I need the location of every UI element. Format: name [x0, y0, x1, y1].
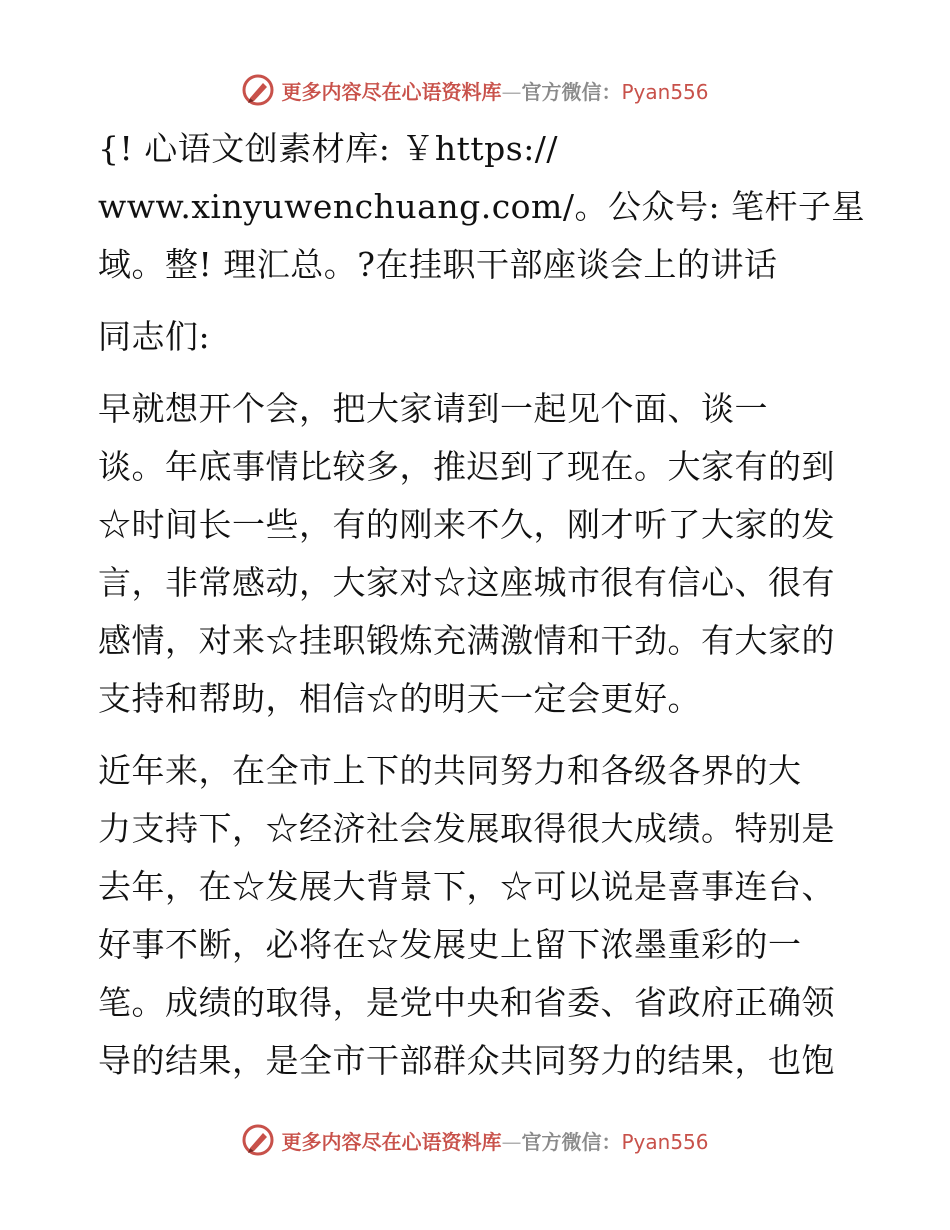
text-line: 域。整! 理汇总。?在挂职干部座谈会上的讲话	[98, 245, 778, 284]
banner-group	[241, 73, 708, 107]
text-line: 言，非常感动，大家对☆这座城市很有信心、很有	[98, 563, 835, 602]
text-line: 笔。成绩的取得，是党中央和省委、省政府正确领	[98, 983, 835, 1022]
footer-banner	[0, 1120, 950, 1160]
text-line: {! 心语文创素材库: ￥https://	[98, 129, 559, 168]
document-body	[98, 120, 866, 1090]
banner-text	[281, 1126, 708, 1155]
paragraph-salutation	[98, 308, 858, 366]
text-line: www.xinyuwenchuang.com/。公众号: 笔杆子星	[98, 187, 866, 226]
pen-logo-icon	[241, 1123, 275, 1157]
text-line: 好事不断，必将在☆发展史上留下浓墨重彩的一	[98, 925, 802, 964]
banner-dash: —	[501, 1129, 522, 1154]
pen-logo-icon	[241, 73, 275, 107]
banner-wechat-id: Pyan556	[621, 79, 709, 104]
paragraph-spacer	[98, 366, 858, 380]
banner-group	[241, 1123, 708, 1157]
banner-main-text: 更多内容尽在心语资料库	[281, 1129, 502, 1154]
text-line: 早就想开个会，把大家请到一起见个面、谈一	[98, 389, 768, 428]
paragraph-heading	[98, 120, 866, 294]
text-line: 同志们:	[98, 317, 211, 356]
text-line: 谈。年底事情比较多，推迟到了现在。大家有的到	[98, 447, 835, 486]
paragraph-spacer	[98, 294, 858, 308]
banner-text	[281, 76, 708, 105]
text-line: 感情，对来☆挂职锻炼充满激情和干劲。有大家的	[98, 621, 835, 660]
banner-wechat-id: Pyan556	[621, 1129, 709, 1154]
text-line: ☆时间长一些，有的刚来不久，刚才听了大家的发	[98, 505, 835, 544]
text-line: 导的结果，是全市干部群众共同努力的结果，也饱	[98, 1041, 835, 1080]
text-line: 去年，在☆发展大背景下，☆可以说是喜事连台、	[98, 867, 835, 906]
paragraph-1	[98, 380, 858, 728]
banner-sub-text: 官方微信：	[521, 79, 622, 104]
banner-dash: —	[501, 79, 522, 104]
text-line: 近年来，在全市上下的共同努力和各级各界的大	[98, 751, 802, 790]
paragraph-2	[98, 742, 858, 1090]
paragraph-spacer	[98, 728, 858, 742]
text-line: 支持和帮助，相信☆的明天一定会更好。	[98, 679, 701, 718]
text-line: 力支持下，☆经济社会发展取得很大成绩。特别是	[98, 809, 835, 848]
header-banner	[0, 70, 950, 110]
banner-main-text: 更多内容尽在心语资料库	[281, 79, 502, 104]
banner-sub-text: 官方微信：	[521, 1129, 622, 1154]
